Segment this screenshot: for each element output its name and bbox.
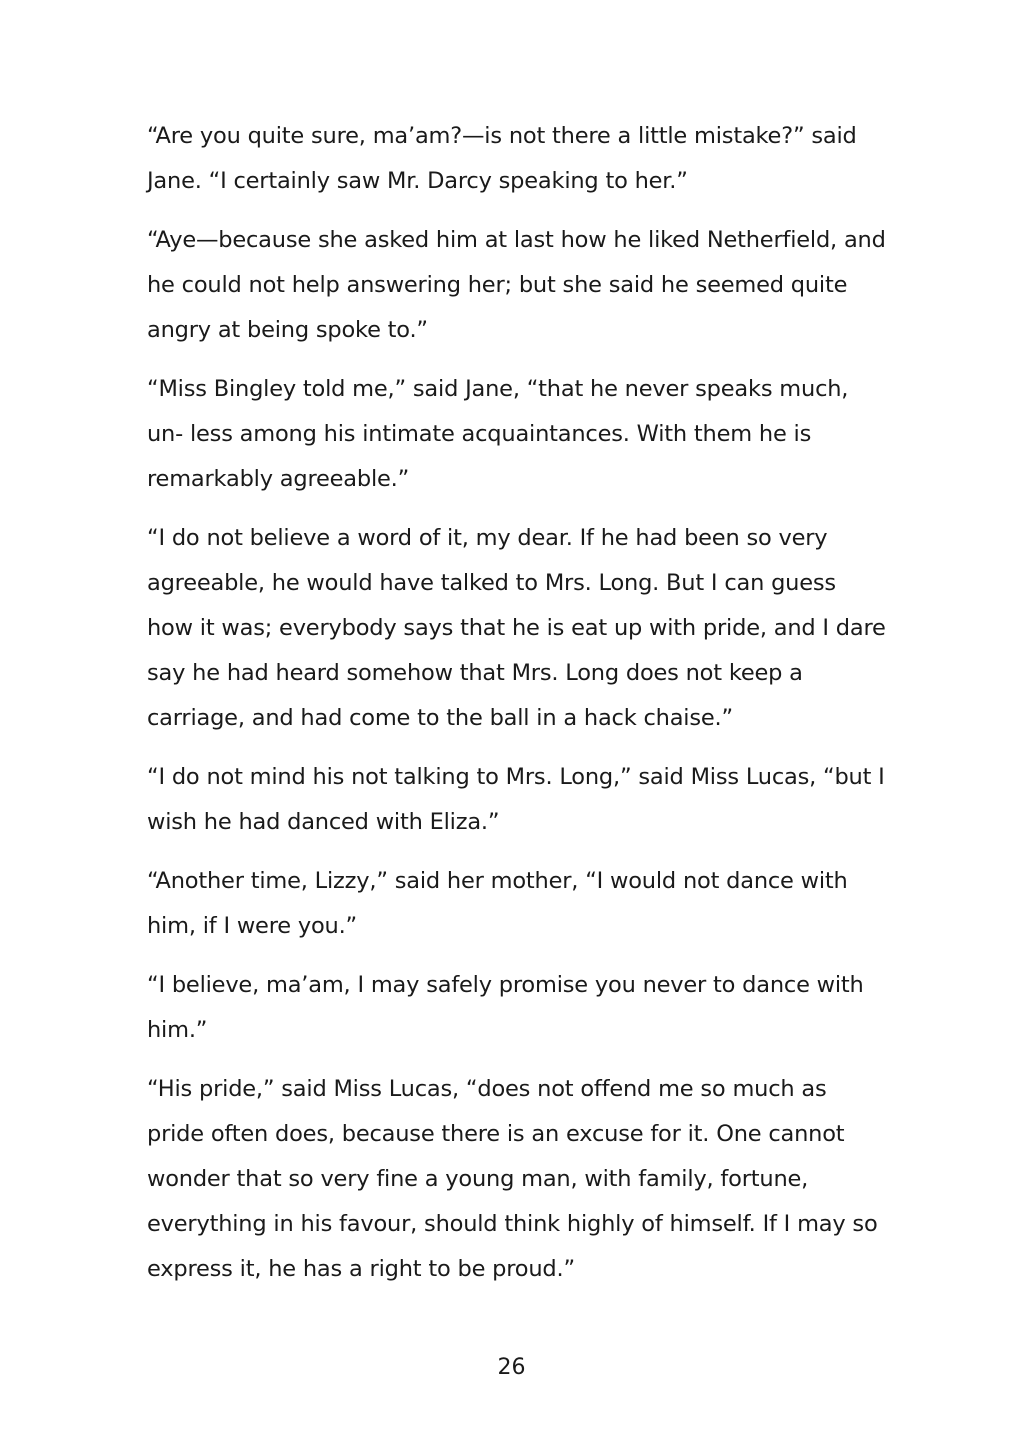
paragraph-4: “I do not believe a word of it, my dear. If he had been so very agreeable, he would have talked to Mrs. Long. But I can guess how it was; everybody says that he is eat up with pride, and I dare say he had heard somehow that Mrs. Long does not keep a carriage, and had come to the ball in a hack chaise.” (147, 525, 886, 731)
paragraph-7: “I believe, ma’am, I may safely promise you never to dance with him.” (147, 972, 864, 1043)
paragraph-8: “His pride,” said Miss Lucas, “does not offend me so much as pride often does, because there is an excuse for it. One cannot wonder that so very fine a young man, with family, fortune, everything in his favour, should think highly of himself. If I may so express it, he has a right to be proud.” (147, 1076, 878, 1282)
paragraph-2: “Aye—because she asked him at last how he liked Netherfield, and he could not help answering her; but she said he seemed quite angry at being spoke to.” (147, 227, 886, 343)
page-number: 26 (497, 1355, 526, 1380)
body-text (147, 114, 887, 1306)
paragraph-5: “I do not mind his not talking to Mrs. Long,” said Miss Lucas, “but I wish he had danced with Eliza.” (147, 764, 885, 835)
paragraph-1: “Are you quite sure, ma’am?—is not there a little mistake?” said Jane. “I certainly saw Mr. Darcy speaking to her.” (147, 123, 857, 194)
paragraph-3: “Miss Bingley told me,” said Jane, “that he never speaks much, un- less among his intimate acquaintances. With them he is remarkably agreeable.” (147, 376, 849, 492)
paragraph-6: “Another time, Lizzy,” said her mother, “I would not dance with him, if I were you.” (147, 868, 848, 939)
